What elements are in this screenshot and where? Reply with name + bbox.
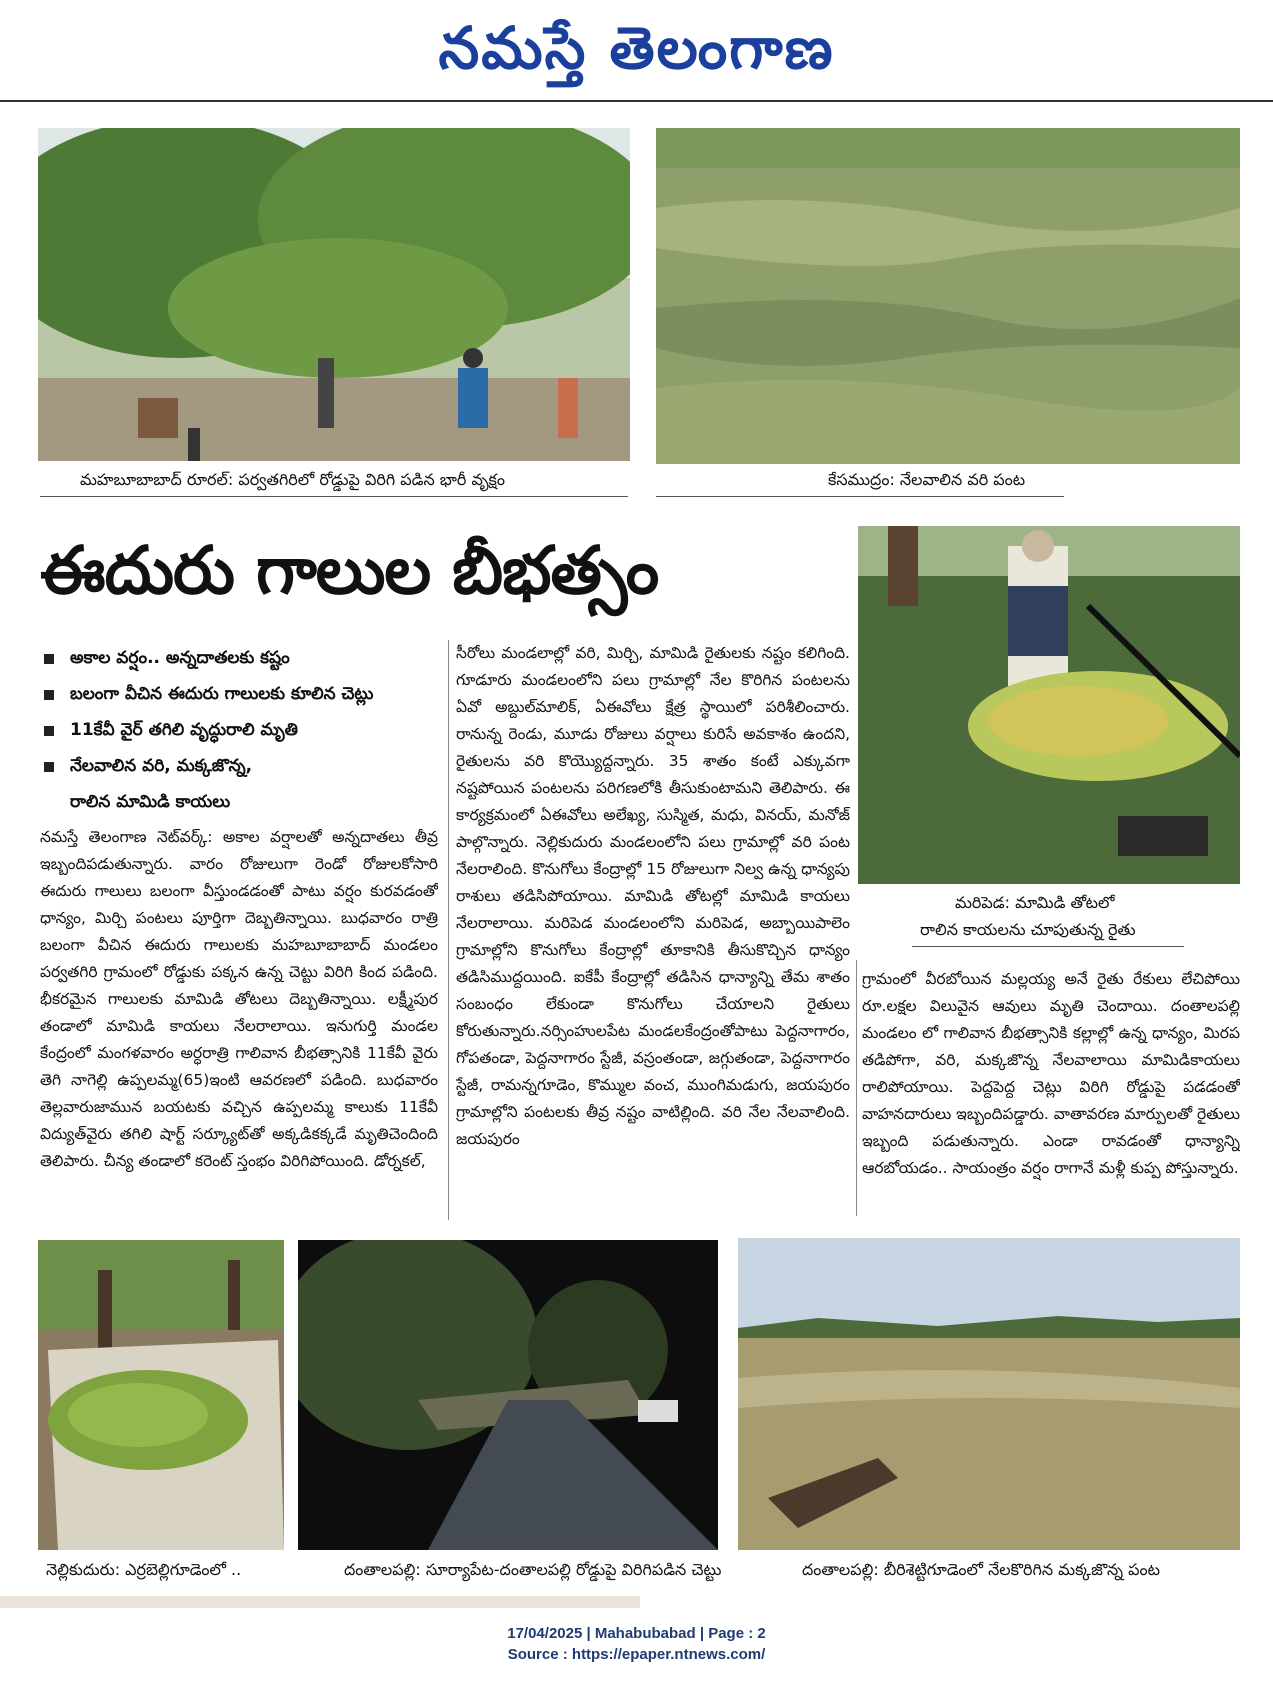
photo-farmer-mango-orchard [858,526,1240,884]
photo-fallen-mangoes-errabelligudem [38,1240,284,1550]
photo-fallen-tree-parvathagiri [38,128,630,461]
caption-bottom-left: నెల్లికుదురు: ఎర్రబెల్లిగూడెంలో .. [46,1560,242,1579]
summary-bullets [40,640,460,820]
caption-farmer-line2: రాలిన కాయలను చూపుతున్న రైతు [920,920,1136,939]
caption-underline [656,496,1064,497]
photo-flattened-paddy-kesamudram [656,128,1240,464]
headline: ఈదురు గాలుల బీభత్సం [40,532,659,609]
masthead-divider [0,100,1273,102]
article-column-2 [456,640,850,1216]
caption-top-left: మహబూబాబాద్ రూరల్: పర్వతగిరిలో రోడ్డుపై విరిగి పడిన భారీ వృక్షం [80,470,506,489]
column-divider [856,960,857,1216]
bullet-item: బలంగా వీచిన ఈదురు గాలులకు కూలిన చెట్లు [40,676,460,712]
bottom-strip [0,1596,640,1608]
article-text: గ్రామంలో వీరబోయిన మల్లయ్య అనే రైతు రేకులు లేచిపోయి రూ.లక్షల విలువైన ఆవులు మృతి చెందాయి. దంతాలపల్లి మండలం లో గాలివాన బీభత్సానికి కల్లాల్లో ఉన్న ధాన్యం, మిరప తడిపోగా, వరి, మక్కజొన్న నేలవాలాయి మామిడికాయలు రాలిపోయాయి. పెద్దపెద్ద చెట్లు విరిగి రోడ్డుపై పడడంతో వాహనదారులు ఇబ్బందిపడ్డారు. వాతావరణ మార్పులతో రైతులు ఇబ్బంది పడుతున్నారు. ఎండా రావడంతో ధాన్యాన్ని ఆరబోయడం.. సాయంత్రం వర్షం రాగానే మళ్లీ కుప్ప పోస్తున్నారు. [862,970,1240,1177]
bullet-item: నేలవాలిన వరి, మక్కజొన్న, [40,748,460,784]
caption-farmer-line1: మరిపెడ: మామిడి తోటలో [955,893,1115,912]
footer-source-link[interactable]: Source : https://epaper.ntnews.com/ [507,1646,766,1663]
article-column-3 [862,966,1240,1216]
bullet-item: 11కేవీ వైర్ తగిలి వృద్ధురాలి మృతి [40,712,460,748]
bullet-continuation: రాలిన మామిడి కాయలు [70,792,231,812]
footer-date-edition: 17/04/2025 | Mahabubabad | Page : 2 [507,1625,766,1642]
bullet-item: అకాల వర్షం.. అన్నదాతలకు కష్టం [40,640,460,676]
article-column-1 [40,824,438,1214]
article-text: సీరోలు మండలాల్లో వరి, మిర్చి, మామిడి రైతులకు నష్టం కలిగింది. గూడూరు మండలంలోని పలు గ్రామాల్లో నేల కొరిగిన పంటలను ఏవో అబ్దుల్‌మాలిక్, ఏఈవోలు క్షేత్ర స్థాయిలో పరిశీలించారు. రానున్న రెండు, మూడు రోజులు వర్షాలు కురిసే అవకాశం ఉందని, రైతులను వరి కొయ్యొద్దన్నారు. 35 శాతం కంటే ఎక్కువగా నష్టపోయిన పంటలను పరిగణలోకి తీసుకుంటామని తెలిపారు. ఈ కార్యక్రమంలో ఏఈవోలు అలేఖ్య, సుస్మిత, మధు, వినయ్, మనోజ్ పాల్గొన్నారు. నెల్లికుదురు మండలంలోని పలు గ్రామాల్లో వరి పంట నేలరాలింది. కొనుగోలు కేంద్రాల్లో 15 రోజులుగా నిల్వ ఉన్న ధాన్యపు రాశులు తడిసిపోయాయి. మామిడి తోటల్లో మామిడి కాయలు నేలరాలాయి. మరిపెడ మండలంలోని మరిపెడ, అబ్బాయిపాలెం గ్రామాల్లోని కొనుగోలు కేంద్రాల్లో తూకానికి తీసుకొచ్చిన ధాన్యం తడిసిముద్దయింది. ఐకేపీ కేంద్రాల్లో తడిసిన ధాన్యాన్ని తేమ శాతం సంబంధం లేకుండా కొనుగోలు చేయాలని రైతులు కోరుతున్నారు.నర్సింహులపేట మండలకేంద్రంతోపాటు పెద్దనాగారం, గోపతండా, పెద్దనాగారం స్టేజీ, వస్రంతండా, జగ్గుతండా, పెద్దనాగారం స్టేజీ, రామన్నగూడెం, కొమ్ముల వంచ, ముంగిమడుగు, జయపురం గ్రామాల్లోని పంటలకు తీవ్ర నష్టం వాటిల్లింది. వరి నేల నేలవాలింది. జయపురం [456,644,850,1148]
masthead-title: నమస్తే తెలంగాణ [438,14,835,82]
caption-bottom-middle: దంతాలపల్లి: సూర్యాపేట-దంతాలపల్లి రోడ్డుపై విరిగిపడిన చెట్టు [344,1560,722,1579]
caption-underline [40,496,628,497]
caption-underline [912,946,1184,947]
photo-flattened-maize-field [738,1238,1240,1550]
newspaper-masthead [0,0,1273,96]
article-text: నమస్తే తెలంగాణ నెట్‌వర్క్: అకాల వర్షాలతో అన్నదాతలు తీవ్ర ఇబ్బందిపడుతున్నారు. వారం రోజులుగా రెండో రోజులకోసారి ఈదురు గాలులు బలంగా వీస్తుండడంతో పాటు వర్షం కురవడంతో ధాన్యం, మిర్చి పంటలు పూర్తిగా దెబ్బతిన్నాయి. బుధవారం రాత్రి బలంగా వీచిన ఈదురు గాలులకు మహబూబాబాద్ మండలం పర్వతగిరి గ్రామంలో రోడ్డుకు పక్కన ఉన్న చెట్టు విరిగి కింద పడింది. భీకరమైన గాలులకు మామిడి తోటలు దెబ్బతిన్నాయి. లక్ష్మీపుర తండాలో మామిడి కాయలు నేలరాలాయి. ఇనుగుర్తి మండల కేంద్రంలో మంగళవారం అర్ధరాత్రి గాలివాన బీభత్సానికి 11కేవీ వైరు తెగి నాగెల్లి ఉప్పలమ్మ(65)ఇంటి ఆవరణలో పడింది. బుధవారం తెల్లవారుజామున బయటకు వచ్చిన ఉప్పలమ్మ కాలుకు 11కేవీ విద్యుత్‌వైరు తగిలి షార్ట్ సర్క్యూట్‌తో అక్కడికక్కడే మృతిచెందింది తెలిపారు. చీన్య తండాలో కరెంట్ స్తంభం విరిగిపోయింది. డోర్నకల్, [40,828,438,1170]
caption-bottom-right: దంతాలపల్లి: బీరిశెట్టిగూడెంలో నేలకొరిగిన మక్కజొన్న పంట [802,1560,1160,1579]
photo-fallen-tree-night-road [298,1240,718,1550]
column-divider [448,640,449,1220]
caption-top-right: కేసముద్రం: నేలవాలిన వరి పంట [828,470,1026,489]
